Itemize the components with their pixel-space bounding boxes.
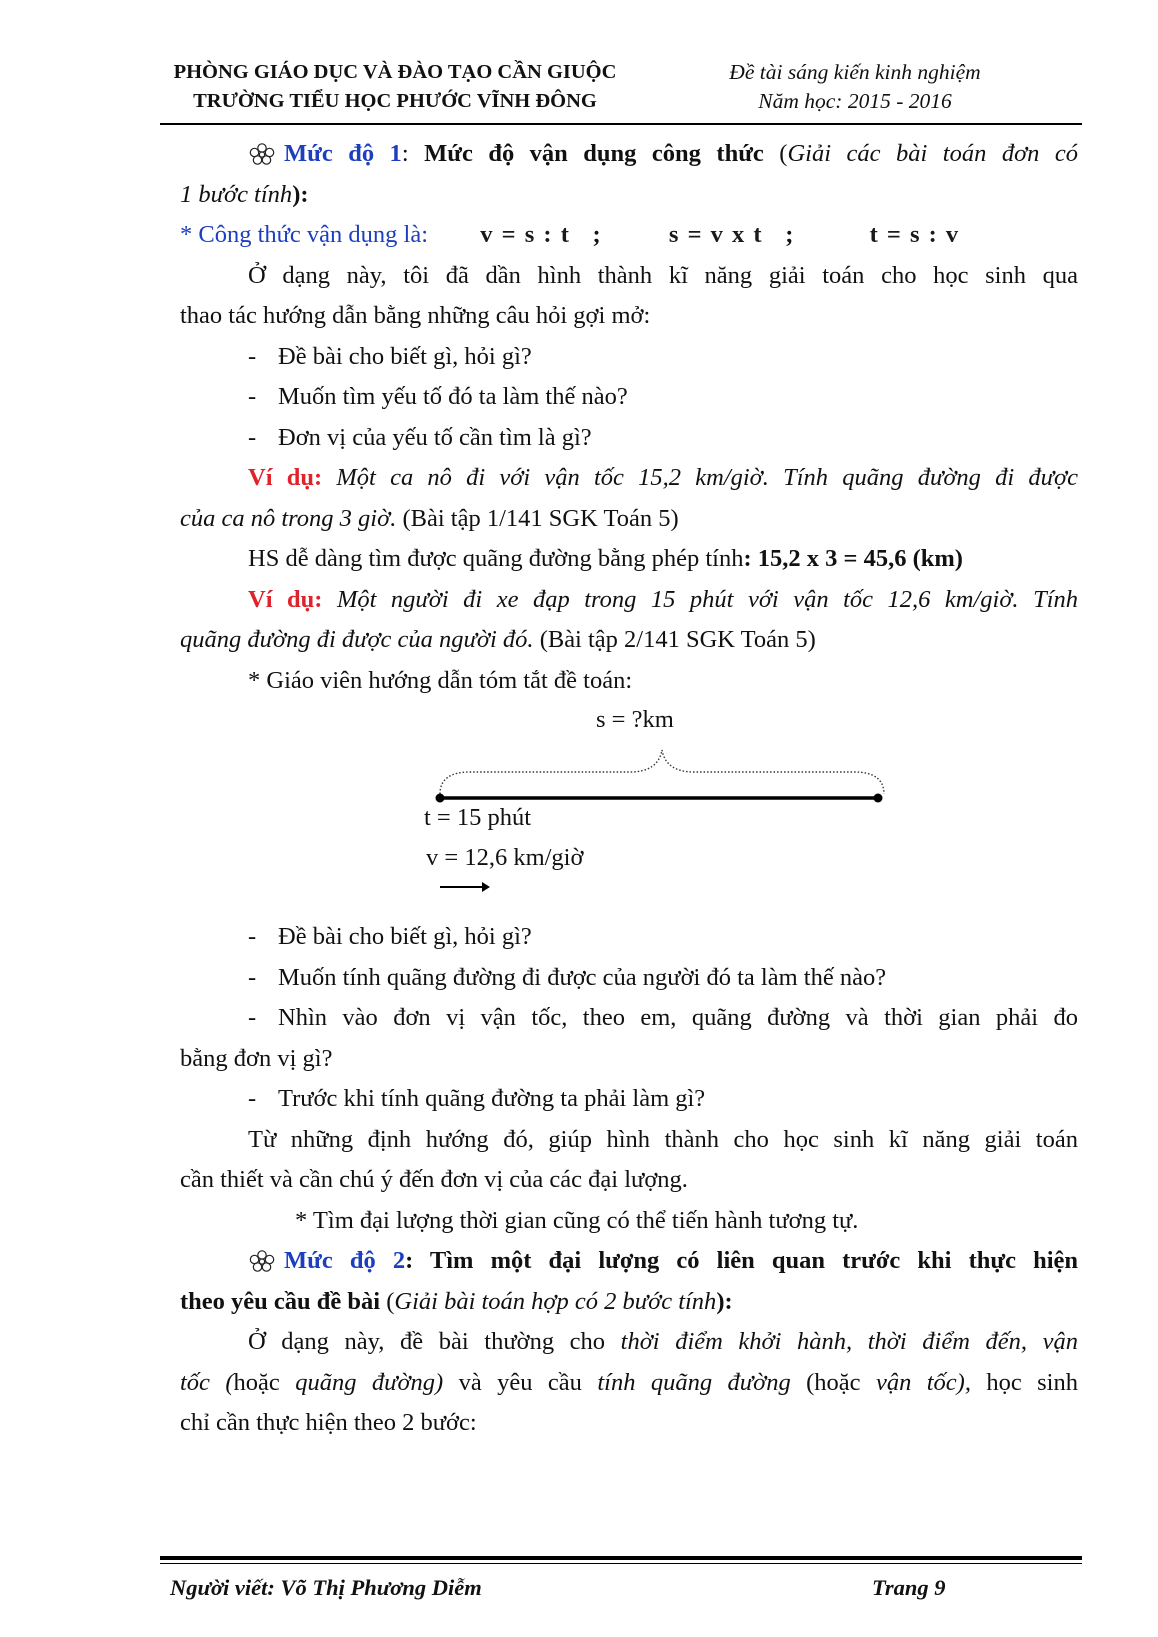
page-content-2 [180,917,1078,1444]
speed-label: v = 12,6 km/giờ [426,844,584,871]
formula-distance: s = v x t [668,221,764,248]
conclusion-line3: * Tìm đại lượng thời gian cũng có thể tiến hành tương tự. [295,1206,859,1234]
header-school: TRƯỜNG TIỂU HỌC PHƯỚC VĨNH ĐÔNG [193,90,597,112]
level2-desc-line2: tốc (hoặc quãng đường) và yêu cầu tính quãng đường (hoặc vận tốc), học sinh [180,1368,1078,1396]
example-label: Ví dụ: [248,585,323,613]
page-content [180,134,1078,701]
header-topic-block [690,58,1020,116]
level1-note: Giải các bài toán đơn có [787,140,1078,167]
solution1-calc: : 15,2 x 3 = 45,6 (km) [743,545,963,572]
level1-title: Mức độ vận dụng công thức [424,140,764,167]
intro-line1: Ở dạng này, tôi đã dần hình thành kĩ năng giải toán cho học sinh qua [248,261,1078,289]
example1-reference: (Bài tập 1/141 SGK Toán 5) [402,504,679,532]
conclusion-line1: Từ những định hướng đó, giúp hình thành cho học sinh kĩ năng giải toán [248,1125,1078,1153]
list-item: - Trước khi tính quãng đường ta phải làm gì? [248,1085,706,1112]
level2-title: : Tìm một đại lượng có liên quan trước khi thực hiện [405,1247,1078,1274]
level2-desc-line1: Ở dạng này, đề bài thường cho thời điểm khởi hành, thời điểm đến, vận [248,1328,1078,1355]
list-item-cont: bằng đơn vị gì? [180,1044,333,1072]
footer-author: Người viết: Võ Thị Phương Diễm [170,1575,482,1600]
list-item: - Nhìn vào đơn vị vận tốc, theo em, quãng đường và thời gian phải đo [248,1004,1078,1031]
example1-line1: Ví dụ: Một ca nô đi với vận tốc 15,2 km/giờ. Tính quãng đường đi được [248,464,1078,491]
formula-label: * Công thức vận dụng là: [180,221,429,248]
header-school-block [160,58,630,116]
level2-note: Giải bài toán hợp có 2 bước tính [394,1287,717,1315]
formula-velocity: v = s : t [480,221,571,248]
intro-line2: thao tác hướng dẫn bằng những câu hỏi gợi mở: [180,302,651,329]
list-item: - Muốn tính quãng đường đi được của người đó ta làm thế nào? [248,963,887,991]
level2-desc-line3: chỉ cần thực hiện theo 2 bước: [180,1409,477,1436]
level2-label: Mức độ 2 [284,1247,406,1274]
flower-bullet-icon [248,138,284,175]
header-divider [160,123,1082,125]
header-topic: Đề tài sáng kiến kinh nghiệm [729,60,981,84]
distance-brace [440,750,884,794]
list-item: - Đơn vị của yếu tố cần tìm là gì? [248,423,592,451]
header-school-year: Năm học: 2015 - 2016 [758,89,952,113]
teacher-note: * Giáo viên hướng dẫn tóm tắt đề toán: [248,666,633,694]
list-item: - Muốn tìm yếu tố đó ta làm thế nào? [248,383,628,410]
arrow-head-icon [482,882,490,892]
distance-label: s = ?km [596,706,674,733]
level1-label: Mức độ 1 [284,140,402,167]
segment-end-dot [874,794,883,803]
footer-divider-thick [160,1556,1082,1560]
header-department: PHÒNG GIÁO DỤC VÀ ĐÀO TẠO CẦN GIUỘC [173,61,617,83]
level1-heading: Mức độ 1: Mức độ vận dụng công thức (Giải các bài toán đơn có [180,134,1078,175]
level2-heading [180,1241,1078,1282]
formula-time: t = s : v [869,221,960,248]
example-label: Ví dụ: [248,464,323,491]
example2-line1: Ví dụ: Một người đi xe đạp trong 15 phút với vận tốc 12,6 km/giờ. Tính [248,585,1078,613]
list-item: - Đề bài cho biết gì, hỏi gì? [248,342,532,370]
segment-start-dot [436,794,445,803]
footer-page-number: Trang 9 [872,1575,946,1600]
solution1: HS dễ dàng tìm được quãng đường bằng phép tính: 15,2 x 3 = 45,6 (km) [248,545,963,572]
example2-reference: (Bài tập 2/141 SGK Toán 5) [539,626,816,653]
summary-diagram [424,700,950,910]
list-item: - Đề bài cho biết gì, hỏi gì? [248,923,532,950]
time-label: t = 15 phút [424,804,532,831]
formula-line: * Công thức vận dụng là: v = s : t ; s = v x t ; t = s : v [180,221,960,248]
example2-line2: quãng đường đi được của người đó. (Bài tập 2/141 SGK Toán 5) [180,626,816,653]
example1-line2: của ca nô trong 3 giờ. (Bài tập 1/141 SGK Toán 5) [180,504,679,532]
footer-divider-thin [160,1563,1082,1564]
flower-bullet-icon [248,1245,284,1282]
level2-heading-cont: theo yêu cầu đề bài (Giải bài toán hợp có 2 bước tính): [180,1287,733,1315]
level1-heading-cont: 1 bước tính): [180,180,309,208]
conclusion-line2: cần thiết và cần chú ý đến đơn vị của các đại lượng. [180,1166,688,1193]
